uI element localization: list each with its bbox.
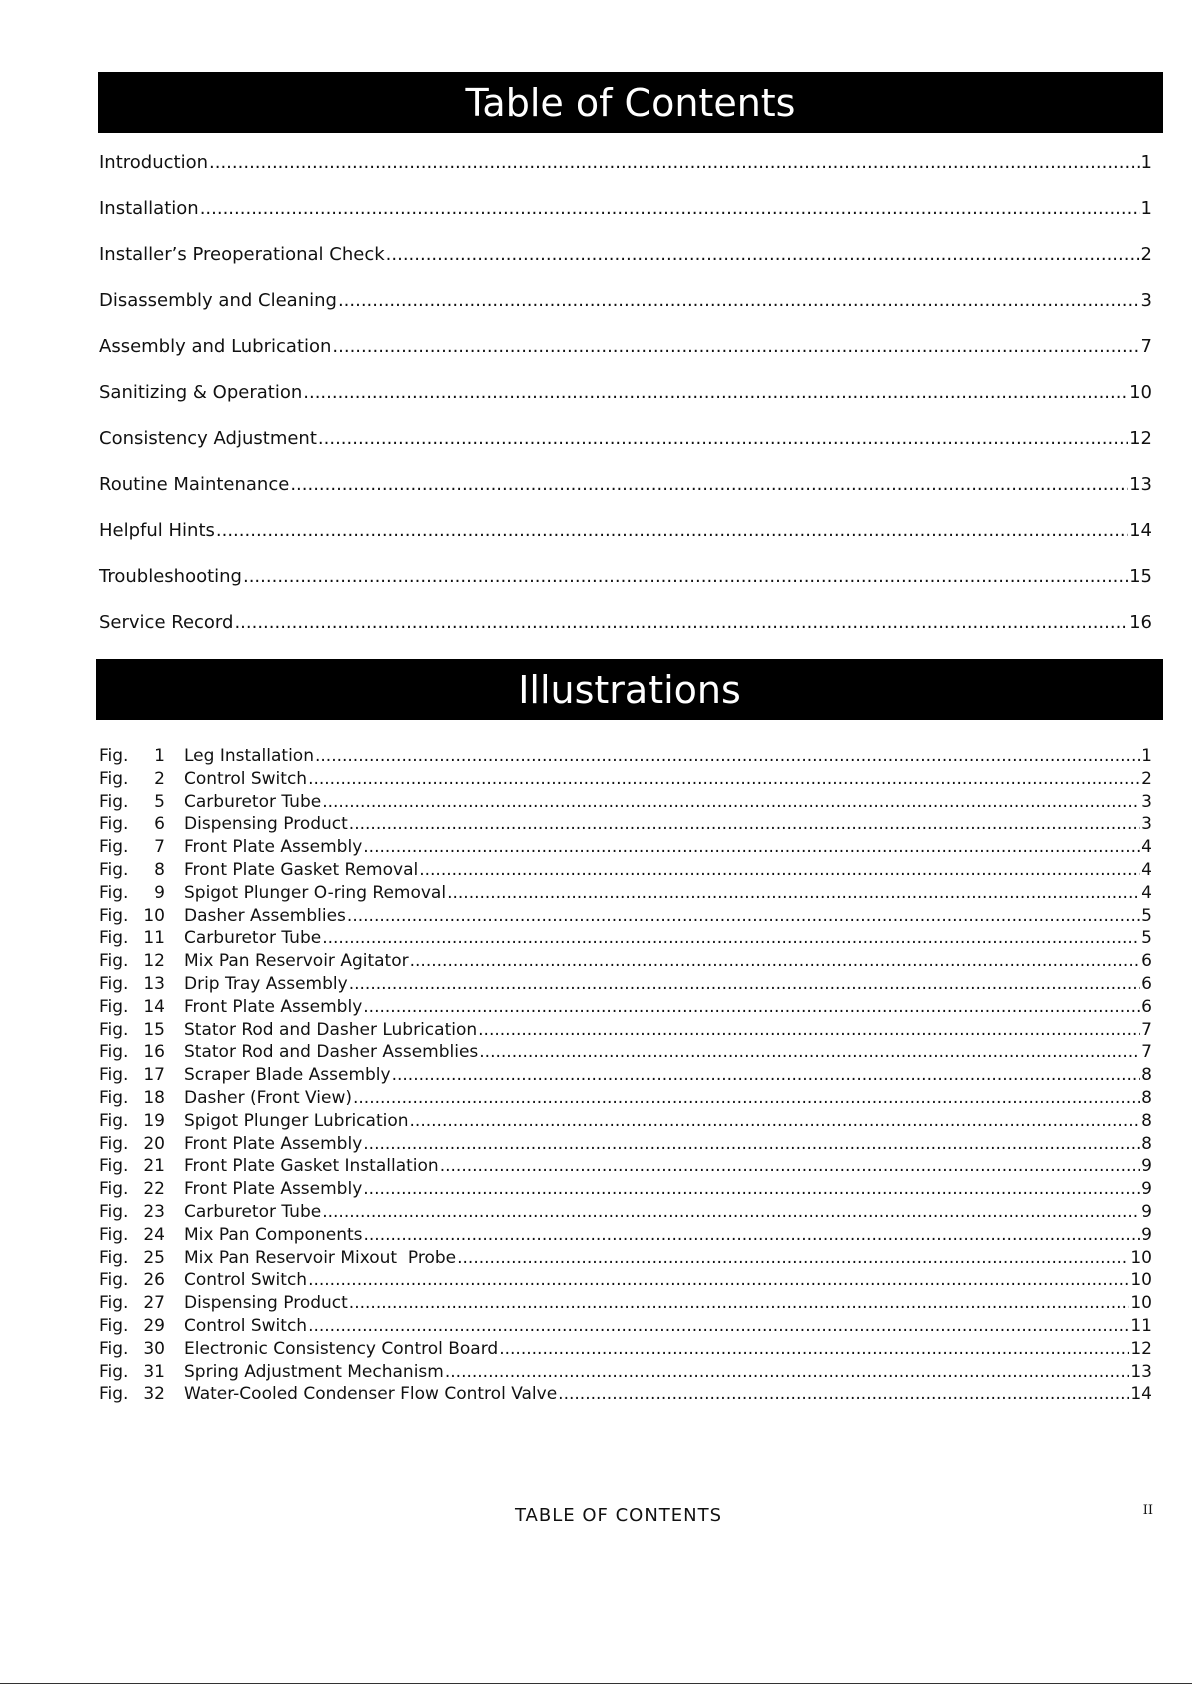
figure-page: 14 <box>1130 1384 1152 1405</box>
figure-entry[interactable] <box>99 1315 1152 1338</box>
dot-leader <box>200 186 1140 232</box>
dot-leader <box>308 1315 1129 1338</box>
figure-page: 5 <box>1141 928 1152 949</box>
dot-leader <box>349 973 1140 996</box>
figure-entry[interactable] <box>99 1110 1152 1133</box>
figure-number: 17 <box>143 1065 165 1086</box>
toc-entry-page: 16 <box>1129 612 1152 633</box>
dot-leader <box>457 1247 1129 1270</box>
figure-number: 16 <box>143 1042 165 1063</box>
figure-number: 18 <box>143 1087 165 1108</box>
figure-prefix: Fig. <box>99 1179 129 1200</box>
figure-label: Mix Pan Reservoir Agitator <box>184 951 409 972</box>
figure-page: 13 <box>1130 1361 1152 1382</box>
toc-entry[interactable] <box>99 232 1152 278</box>
figure-number: 20 <box>143 1133 165 1154</box>
figure-prefix: Fig. <box>99 768 129 789</box>
figure-number: 31 <box>143 1361 165 1382</box>
figure-number: 2 <box>154 768 165 789</box>
figure-prefix: Fig. <box>99 814 129 835</box>
toc-entry-label: Assembly and Lubrication <box>99 336 332 357</box>
dot-leader <box>392 1064 1141 1087</box>
figure-label: Water-Cooled Condenser Flow Control Valve <box>184 1384 558 1405</box>
figure-label: Dasher Assemblies <box>184 905 346 926</box>
figure-prefix: Fig. <box>99 1156 129 1177</box>
figure-page: 6 <box>1141 996 1152 1017</box>
toc-entry-page: 14 <box>1129 520 1152 541</box>
dot-leader <box>338 278 1140 324</box>
dot-leader <box>440 1155 1140 1178</box>
figure-entry[interactable] <box>99 1201 1152 1224</box>
figure-prefix: Fig. <box>99 996 129 1017</box>
figure-page: 5 <box>1141 905 1152 926</box>
figure-page: 10 <box>1130 1270 1152 1291</box>
figure-number: 13 <box>143 973 165 994</box>
figure-page: 1 <box>1141 746 1152 766</box>
figure-number: 29 <box>143 1315 165 1336</box>
illustrations-list <box>99 745 1152 1406</box>
figure-entry[interactable] <box>99 927 1152 950</box>
figure-entry[interactable] <box>99 973 1152 996</box>
figure-prefix: Fig. <box>99 951 129 972</box>
figure-prefix: Fig. <box>99 1293 129 1314</box>
figure-number: 19 <box>143 1110 165 1131</box>
dot-leader <box>308 1269 1129 1292</box>
toc-entry-label: Installation <box>99 198 199 219</box>
figure-page: 8 <box>1141 1087 1152 1108</box>
figure-number: 1 <box>154 746 165 766</box>
figure-entry[interactable] <box>99 1178 1152 1201</box>
figure-number: 15 <box>143 1019 165 1040</box>
figure-entry[interactable] <box>99 859 1152 882</box>
figure-number: 6 <box>154 814 165 835</box>
figure-entry[interactable] <box>99 1269 1152 1292</box>
figure-label: Spigot Plunger Lubrication <box>184 1110 409 1131</box>
figure-prefix: Fig. <box>99 1338 129 1359</box>
dot-leader <box>349 813 1140 836</box>
figure-entry[interactable] <box>99 791 1152 814</box>
dot-leader <box>363 996 1140 1019</box>
dot-leader <box>499 1338 1129 1361</box>
figure-number: 7 <box>154 837 165 858</box>
figure-entry[interactable] <box>99 1133 1152 1156</box>
figure-number: 12 <box>143 951 165 972</box>
toc-entry[interactable] <box>99 508 1152 554</box>
toc-entry-label: Service Record <box>99 612 234 633</box>
figure-entry[interactable] <box>99 1247 1152 1270</box>
figure-label: Spigot Plunger O-ring Removal <box>184 882 447 903</box>
dot-leader <box>353 1087 1140 1110</box>
dot-leader <box>447 882 1140 905</box>
toc-entry[interactable] <box>99 370 1152 416</box>
figure-entry[interactable] <box>99 905 1152 928</box>
figure-prefix: Fig. <box>99 1065 129 1086</box>
figure-label: Spring Adjustment Mechanism <box>184 1361 444 1382</box>
figure-page: 8 <box>1141 1133 1152 1154</box>
figure-label: Control Switch <box>184 1315 308 1336</box>
figure-label: Front Plate Assembly <box>184 1133 363 1154</box>
figure-label: Front Plate Gasket Removal <box>184 859 419 880</box>
figure-label: Carburetor Tube <box>184 791 322 812</box>
figure-label: Electronic Consistency Control Board <box>184 1338 499 1359</box>
figure-page: 10 <box>1130 1293 1152 1314</box>
toc-entry[interactable] <box>99 278 1152 324</box>
figure-page: 4 <box>1141 859 1152 880</box>
toc-entry-page: 10 <box>1129 382 1152 403</box>
figure-page: 3 <box>1141 791 1152 812</box>
figure-page: 6 <box>1141 951 1152 972</box>
figure-number: 8 <box>154 859 165 880</box>
toc-entry-page: 1 <box>1140 198 1152 219</box>
figure-page: 7 <box>1141 1019 1152 1040</box>
toc-entry[interactable] <box>99 140 1152 186</box>
figure-label: Dasher (Front View) <box>184 1087 352 1108</box>
figure-prefix: Fig. <box>99 1042 129 1063</box>
figure-prefix: Fig. <box>99 837 129 858</box>
figure-entry[interactable] <box>99 882 1152 905</box>
toc-entry-page: 1 <box>1140 152 1152 173</box>
figure-entry[interactable] <box>99 836 1152 859</box>
dot-leader <box>308 768 1140 791</box>
figure-number: 10 <box>143 905 165 926</box>
dot-leader <box>332 324 1139 370</box>
dot-leader <box>419 859 1140 882</box>
figure-label: Carburetor Tube <box>184 928 322 949</box>
dot-leader <box>290 462 1128 508</box>
figure-entry[interactable] <box>99 996 1152 1019</box>
figure-entry[interactable] <box>99 1361 1152 1384</box>
toc-entry[interactable] <box>99 554 1152 600</box>
dot-leader <box>349 1292 1130 1315</box>
toc-entry-label: Routine Maintenance <box>99 474 290 495</box>
figure-number: 5 <box>154 791 165 812</box>
figure-label: Scraper Blade Assembly <box>184 1065 391 1086</box>
figure-page: 7 <box>1141 1042 1152 1063</box>
dot-leader <box>243 554 1128 600</box>
figure-entry[interactable] <box>99 1019 1152 1042</box>
figure-prefix: Fig. <box>99 1315 129 1336</box>
toc-entry[interactable] <box>99 186 1152 232</box>
figure-number: 25 <box>143 1247 165 1268</box>
figure-number: 32 <box>143 1384 165 1405</box>
figure-page: 2 <box>1141 768 1152 789</box>
figure-entry[interactable] <box>99 745 1152 768</box>
figure-label: Dispensing Product <box>184 1293 348 1314</box>
dot-leader <box>322 791 1140 814</box>
dot-leader <box>363 1133 1140 1156</box>
figure-prefix: Fig. <box>99 1110 129 1131</box>
figure-number: 24 <box>143 1224 165 1245</box>
toc-entry-label: Sanitizing & Operation <box>99 382 303 403</box>
figure-entry[interactable] <box>99 1292 1152 1315</box>
figure-prefix: Fig. <box>99 882 129 903</box>
figure-prefix: Fig. <box>99 1361 129 1382</box>
figure-label: Dispensing Product <box>184 814 348 835</box>
toc-entry-label: Helpful Hints <box>99 520 215 541</box>
figure-entry[interactable] <box>99 768 1152 791</box>
figure-prefix: Fig. <box>99 1247 129 1268</box>
dot-leader <box>558 1383 1129 1406</box>
bottom-rule <box>0 1683 1192 1684</box>
illustrations-heading-text: Illustrations <box>518 667 741 712</box>
figure-page: 6 <box>1141 973 1152 994</box>
dot-leader <box>322 927 1140 950</box>
figure-prefix: Fig. <box>99 746 129 766</box>
figure-page: 9 <box>1141 1201 1152 1222</box>
illustrations-heading <box>96 659 1163 720</box>
toc-entry-page: 15 <box>1129 566 1152 587</box>
figure-prefix: Fig. <box>99 973 129 994</box>
toc-entry-label: Installer’s Preoperational Check <box>99 244 385 265</box>
figure-entry[interactable] <box>99 1224 1152 1247</box>
toc-entry[interactable] <box>99 324 1152 370</box>
figure-entry[interactable] <box>99 1155 1152 1178</box>
figure-label: Front Plate Assembly <box>184 996 363 1017</box>
figure-label: Front Plate Assembly <box>184 1179 363 1200</box>
dot-leader <box>363 1178 1140 1201</box>
dot-leader <box>209 140 1140 186</box>
figure-page: 4 <box>1141 837 1152 858</box>
dot-leader <box>363 836 1140 859</box>
figure-number: 9 <box>154 882 165 903</box>
figure-number: 11 <box>143 928 165 949</box>
figure-page: 9 <box>1141 1156 1152 1177</box>
figure-page: 3 <box>1141 814 1152 835</box>
toc-entry-page: 7 <box>1140 336 1152 357</box>
dot-leader <box>410 1110 1141 1133</box>
figure-page: 12 <box>1130 1338 1152 1359</box>
toc-entry-label: Consistency Adjustment <box>99 428 317 449</box>
dot-leader <box>364 1224 1141 1247</box>
figure-prefix: Fig. <box>99 859 129 880</box>
dot-leader <box>216 508 1128 554</box>
dot-leader <box>322 1201 1140 1224</box>
figure-label: Mix Pan Reservoir Mixout Probe <box>184 1247 457 1268</box>
figure-entry[interactable] <box>99 1041 1152 1064</box>
figure-number: 21 <box>143 1156 165 1177</box>
figure-page: 8 <box>1141 1065 1152 1086</box>
figure-prefix: Fig. <box>99 928 129 949</box>
toc-list <box>99 140 1152 646</box>
toc-entry-page: 12 <box>1129 428 1152 449</box>
dot-leader <box>318 416 1128 462</box>
figure-prefix: Fig. <box>99 1224 129 1245</box>
figure-label: Control Switch <box>184 1270 308 1291</box>
figure-page: 4 <box>1141 882 1152 903</box>
figure-number: 27 <box>143 1293 165 1314</box>
figure-number: 30 <box>143 1338 165 1359</box>
dot-leader <box>347 905 1140 928</box>
figure-entry[interactable] <box>99 950 1152 973</box>
figure-page: 11 <box>1130 1315 1152 1336</box>
toc-entry-label: Troubleshooting <box>99 566 242 587</box>
figure-page: 8 <box>1141 1110 1152 1131</box>
figure-label: Mix Pan Components <box>184 1224 363 1245</box>
footer-title: TABLE OF CONTENTS <box>514 1505 723 1526</box>
toc-entry[interactable] <box>99 600 1152 646</box>
figure-entry[interactable] <box>99 1064 1152 1087</box>
figure-prefix: Fig. <box>99 1133 129 1154</box>
figure-entry[interactable] <box>99 1338 1152 1361</box>
figure-label: Stator Rod and Dasher Assemblies <box>184 1042 479 1063</box>
figure-prefix: Fig. <box>99 1087 129 1108</box>
toc-entry[interactable] <box>99 462 1152 508</box>
figure-prefix: Fig. <box>99 1201 129 1222</box>
figure-prefix: Fig. <box>99 1384 129 1405</box>
toc-entry[interactable] <box>99 416 1152 462</box>
toc-entry-label: Disassembly and Cleaning <box>99 290 337 311</box>
figure-page: 10 <box>1130 1247 1152 1268</box>
toc-entry-page: 13 <box>1129 474 1152 495</box>
figure-label: Leg Installation <box>184 746 314 766</box>
toc-entry-label: Introduction <box>99 152 209 173</box>
figure-number: 26 <box>143 1270 165 1291</box>
figure-number: 14 <box>143 996 165 1017</box>
toc-heading <box>98 72 1163 133</box>
dot-leader <box>234 600 1128 646</box>
toc-entry-page: 3 <box>1140 290 1152 311</box>
figure-label: Stator Rod and Dasher Lubrication <box>184 1019 478 1040</box>
footer-page-number: II <box>1142 1503 1153 1518</box>
figure-page: 9 <box>1141 1224 1152 1245</box>
figure-entry[interactable] <box>99 813 1152 836</box>
figure-label: Front Plate Gasket Installation <box>184 1156 439 1177</box>
figure-prefix: Fig. <box>99 1019 129 1040</box>
dot-leader <box>478 1019 1140 1042</box>
figure-prefix: Fig. <box>99 1270 129 1291</box>
figure-prefix: Fig. <box>99 905 129 926</box>
dot-leader <box>445 1361 1130 1384</box>
figure-number: 22 <box>143 1179 165 1200</box>
figure-label: Control Switch <box>184 768 308 789</box>
figure-label: Carburetor Tube <box>184 1201 322 1222</box>
figure-entry[interactable] <box>99 1383 1152 1406</box>
dot-leader <box>386 232 1140 278</box>
toc-entry-page: 2 <box>1140 244 1152 265</box>
dot-leader <box>479 1041 1140 1064</box>
figure-number: 23 <box>143 1201 165 1222</box>
dot-leader <box>315 745 1140 768</box>
figure-entry[interactable] <box>99 1087 1152 1110</box>
dot-leader <box>303 370 1128 416</box>
figure-label: Drip Tray Assembly <box>184 973 348 994</box>
toc-heading-text: Table of Contents <box>465 80 796 125</box>
figure-page: 9 <box>1141 1179 1152 1200</box>
figure-prefix: Fig. <box>99 791 129 812</box>
figure-label: Front Plate Assembly <box>184 837 363 858</box>
dot-leader <box>410 950 1141 973</box>
